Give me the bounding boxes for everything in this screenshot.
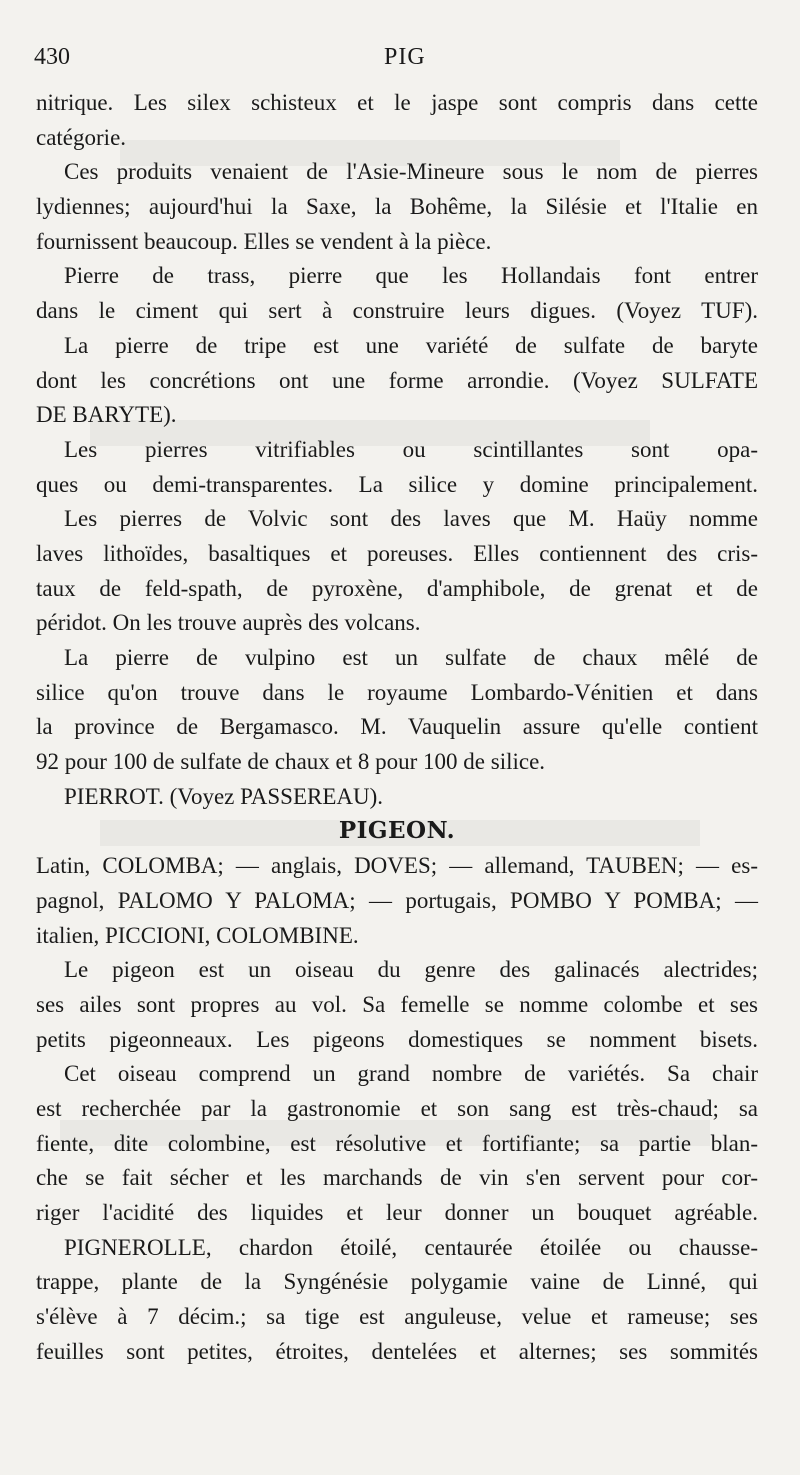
text-line: riger l'acidité des liquides et leur donner un bouquet agréable. [36,1200,758,1225]
page-body [36,86,758,1369]
text-line: fiente, dite colombine, est résolutive et fortifiante; sa partie blan- [36,1130,758,1156]
text-line: péridot. On les trouve auprès des volcans. [36,610,421,636]
text-line: Latin, COLOMBA; — anglais, DOVES; — allemand, TAUBEN; — es- [36,853,758,879]
entry-pierre-de-vulpino: La pierre de vulpino est un sulfate de chaux mêlé de [64,645,758,670]
entry-pierres-de-volvic: Les pierres de Volvic sont des laves que M. Haüy nomme [64,506,758,532]
page-number: 430 [34,44,70,70]
text-line: petits pigeonneaux. Les pigeons domestiques se nomment bisets. [36,1026,758,1052]
text-line: dont les concrétions ont une forme arrondie. (Voyez SULFATE [36,367,758,393]
text-line: s'élève à 7 décim.; sa tige est anguleuse, velue et rameuse; ses [36,1304,758,1330]
entry-pierres-vitrifiables: Les pierres vitrifiables ou scintillantes sont opa- [64,436,758,462]
text-line: catégorie. [36,124,127,150]
text-line: lydiennes; aujourd'hui la Saxe, la Bohême, la Silésie et l'Italie en [36,194,758,220]
entry-pigeon: Le pigeon est un oiseau du genre des galinacés alectrides; [64,957,758,983]
text-line: feuilles sont petites, étroites, dentelées et alternes; ses sommités [36,1338,758,1364]
text-line: fournissent beaucoup. Elles se vendent à la pièce. [36,228,492,254]
entry-pierre-de-tripe: La pierre de tripe est une variété de sulfate de baryte [64,332,758,358]
text-line: che se fait sécher et les marchands de vin s'en servent pour cor- [36,1165,758,1191]
entry-pierrot: PIERROT. (Voyez PASSEREAU). [64,783,384,809]
text-line: Cet oiseau comprend un grand nombre de variétés. Sa chair [64,1061,758,1087]
section-heading-pigeon: PIGEON. [338,817,456,845]
text-line: nitrique. Les silex schisteux et le jaspe sont compris dans cette [36,90,758,115]
text-line: DE BARYTE). [36,402,177,428]
page-header [34,44,760,84]
text-line: 92 pour 100 de sulfate de chaux et 8 pour 100 de silice. [36,749,546,775]
text-line: pagnol, PALOMO Y PALOMA; — portugais, POMBO Y POMBA; — [36,887,758,913]
entry-pierre-de-trass: Pierre de trass, pierre que les Hollandais font entrer [64,263,758,289]
text-line: ques ou demi-transparentes. La silice y domine principalement. [36,471,758,497]
text-line: ses ailes sont propres au vol. Sa femelle se nomme colombe et ses [36,991,758,1017]
text-line: silice qu'on trouve dans le royaume Lombardo-Vénitien et dans [36,679,758,705]
entry-pignerolle: PIGNEROLLE, chardon étoilé, centaurée étoilée ou chausse- [64,1234,758,1260]
text-line: italien, PICCIONI, COLOMBINE. [36,922,359,948]
text-line: la province de Bergamasco. M. Vauquelin assure qu'elle contient [36,714,758,740]
text-line: est recherchée par la gastronomie et son sang est très-chaud; sa [36,1095,758,1121]
text-line: Ces produits venaient de l'Asie-Mineure sous le nom de pierres [64,159,758,185]
text-line: dans le ciment qui sert à construire leurs digues. (Voyez TUF). [36,298,758,324]
text-line: trappe, plante de la Syngénésie polygamie vaine de Linné, qui [36,1269,758,1295]
text-line: taux de feld-spath, de pyroxène, d'amphibole, de grenat et de [36,575,758,601]
running-head: PIG [384,44,426,70]
text-line: laves lithoïdes, basaltiques et poreuses. Elles contiennent des cris- [36,540,758,566]
